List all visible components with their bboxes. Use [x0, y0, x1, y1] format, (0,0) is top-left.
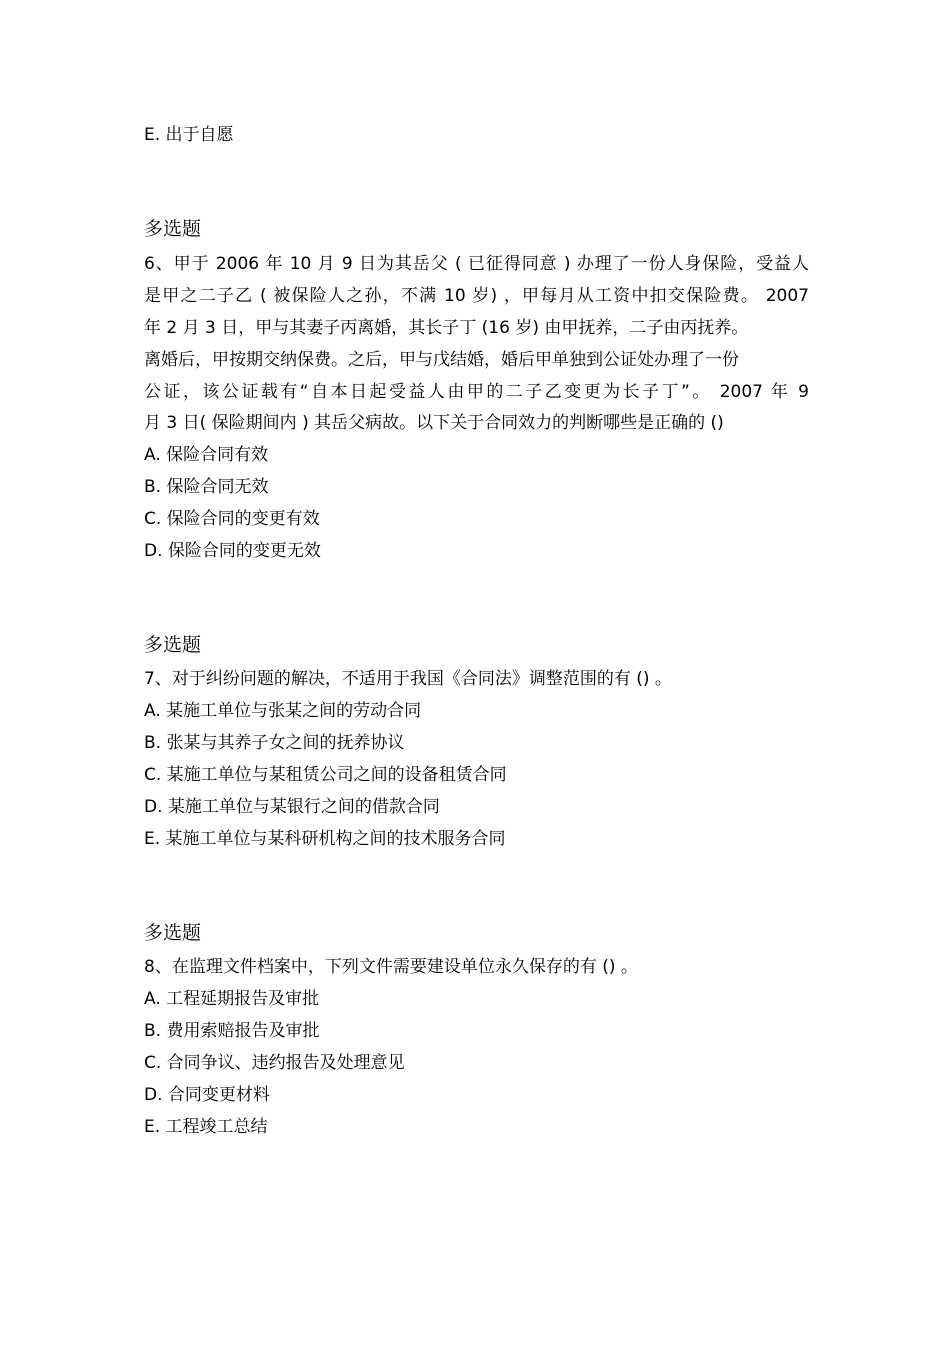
q7-stem: 7、对于纠纷问题的解决，不适用于我国《合同法》调整范围的有 () 。: [144, 669, 672, 689]
q7-option-c: C. 某施工单位与某租赁公司之间的设备租赁合同: [144, 765, 507, 785]
q8-option-a: A. 工程延期报告及审批: [144, 989, 320, 1009]
prev-question-option-e: E. 出于自愿: [144, 125, 234, 145]
q6-option-a: A. 保险合同有效: [144, 445, 269, 465]
q6-stem-line: 年 2 月 3 日，甲与其妻子丙离婚，其长子丁 (16 岁) 由甲抚养，二子由丙抚养。: [144, 318, 749, 338]
q7-option-a: A. 某施工单位与张某之间的劳动合同: [144, 701, 422, 721]
q8-stem: 8、在监理文件档案中，下列文件需要建设单位永久保存的有 () 。: [144, 957, 638, 977]
q8-option-b: B. 费用索赔报告及审批: [144, 1021, 320, 1041]
q6-stem-line: 月 3 日( 保险期间内 ) 其岳父病故。以下关于合同效力的判断哪些是正确的 (): [144, 413, 724, 433]
q8-option-e: E. 工程竣工总结: [144, 1117, 268, 1137]
q7-option-b: B. 张某与其养子女之间的抚养协议: [144, 733, 405, 753]
q8-option-c: C. 合同争议、违约报告及处理意见: [144, 1053, 405, 1073]
q6-stem-line: 离婚后，甲按期交纳保费。之后，甲与戊结婚，婚后甲单独到公证处办理了一份: [144, 350, 739, 370]
q6-section-heading: 多选题: [144, 218, 202, 240]
q8-section-heading: 多选题: [144, 922, 202, 944]
q6-stem-line: 6、甲于 2006 年 10 月 9 日为其岳父 ( 已征得同意 ) 办理了一份人身保险，受益人: [144, 254, 809, 274]
q7-option-e: E. 某施工单位与某科研机构之间的技术服务合同: [144, 829, 506, 849]
q6-stem-line: 公证，该公证载有“自本日起受益人由甲的二子乙变更为长子丁”。 2007 年 9: [144, 382, 809, 402]
q7-option-d: D. 某施工单位与某银行之间的借款合同: [144, 797, 440, 817]
q6-stem-line: 是甲之二子乙 ( 被保险人之孙，不满 10 岁) ，甲每月从工资中扣交保险费。 2007: [144, 286, 809, 306]
q8-option-d: D. 合同变更材料: [144, 1085, 270, 1105]
q6-option-c: C. 保险合同的变更有效: [144, 509, 320, 529]
q6-option-b: B. 保险合同无效: [144, 477, 269, 497]
q7-section-heading: 多选题: [144, 634, 202, 656]
q6-option-d: D. 保险合同的变更无效: [144, 541, 321, 561]
